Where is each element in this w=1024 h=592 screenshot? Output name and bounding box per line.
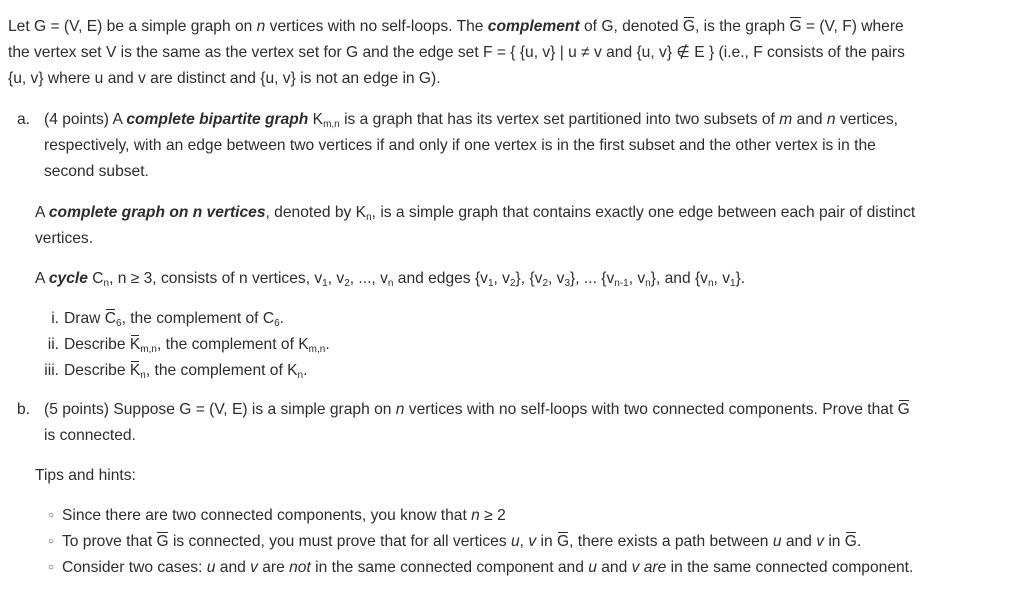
part-b-label: b. bbox=[17, 401, 31, 418]
subquestion-i: i. Draw $C_6$, the complement of $C_6$. bbox=[44, 306, 1016, 332]
hint-bullet-1: ○ Since there are two connected components, you know that n ≥ 2 bbox=[48, 503, 1016, 529]
bullet-icon: ○ bbox=[48, 536, 55, 547]
part-b: b. (5 points) Suppose G = (V, E) is a simple graph on n vertices with no self-loops with two connected components. Prove that G is connected. bbox=[17, 397, 1016, 449]
intro-line-3: {u, v} where u and v are distinct and {u, v} is not an edge in G). bbox=[8, 70, 441, 87]
intro-line-1: Let G = (V, E) be a simple graph on n vertices with no self-loops. The complement of G, denoted G, is the graph G = (V, F) where bbox=[8, 14, 1016, 40]
bullet-icon: ○ bbox=[48, 562, 55, 573]
cycle-definition: A cycle $C_n$, n ≥ 3, consists of n vertices, $v_1$, $v_2$, ..., $v_n$ and edges {$v_1$, $v_2$}, {$v_2$, $v_3$}, ... {$v_{n-1}$, $v_n$}, and {$v_n$, $v_1$}. bbox=[35, 270, 746, 289]
complement-term: complement bbox=[487, 18, 580, 35]
tips-heading: Tips and hints: bbox=[35, 467, 136, 484]
complete-graph-definition: A complete graph on n vertices, denoted by $K_n$, is a simple graph that contains exactly one edge between each pair of distinct vertices. bbox=[35, 204, 916, 247]
part-a-label: a. bbox=[17, 111, 31, 128]
intro-line-2: the vertex set V is the same as the vertex set for G and the edge set F = { {u, v} | u ≠ v and {u, v} ∉ E } (i.e., F consists of the pairs bbox=[8, 44, 905, 61]
hint-bullet-2: ○ To prove that G is connected, you must prove that for all vertices u, v in G, there exists a path between u and v in G. bbox=[48, 529, 1016, 555]
part-a-bipartite: a. (4 points) A complete bipartite graph $K_{m,n}$ is a graph that has its vertex set partitioned into two subsets of m and n vertices, respectively, with an edge between two vertices if and only if one vertex is in the first subset and the other vertex is in the second subset. bbox=[17, 107, 1016, 185]
g-complement-symbol: G bbox=[683, 14, 695, 40]
subquestion-ii: ii. Describe $K_{m,n}$, the complement of $K_{m,n}$. bbox=[44, 332, 1016, 358]
subquestion-iii: iii. Describe $K_n$, the complement of $K_n$. bbox=[44, 358, 1016, 384]
hint-bullet-3: ○ Consider two cases: u and v are not in the same connected component and u and v are in the same connected component. bbox=[48, 555, 1016, 581]
bullet-icon: ○ bbox=[48, 510, 55, 521]
